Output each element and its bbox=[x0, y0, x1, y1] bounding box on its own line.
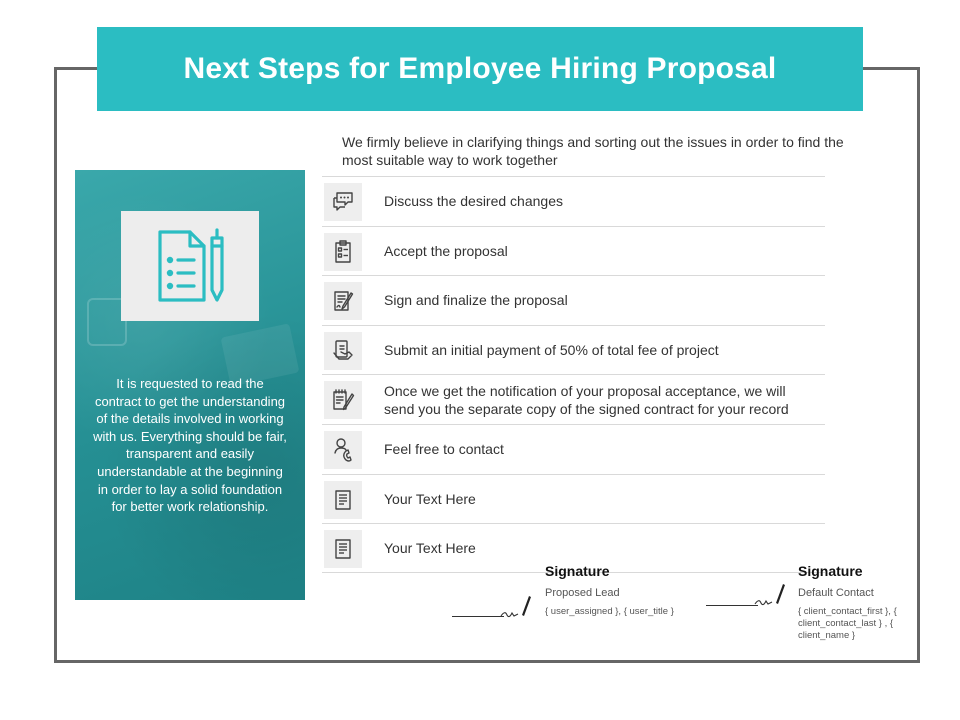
signature-scribble-icon bbox=[754, 580, 788, 608]
document-card bbox=[121, 211, 259, 321]
signature-role: Proposed Lead bbox=[545, 587, 620, 599]
signature-title: Signature bbox=[545, 563, 610, 579]
step-label: Submit an initial payment of 50% of total fee of project bbox=[384, 342, 719, 359]
notepad-pencil-icon bbox=[331, 388, 355, 412]
signature-fields: { user_assigned }, { user_title } bbox=[545, 606, 674, 617]
step-label: Once we get the notification of your proposal acceptance, we will send you the separate copy of the signed contract for your record bbox=[384, 382, 789, 417]
intro-text: We firmly believe in clarifying things and sorting out the issues in order to find the most suitable way to work together bbox=[342, 134, 844, 168]
step-label: Your Text Here bbox=[384, 539, 476, 556]
left-image-panel bbox=[75, 170, 305, 600]
text-document-icon bbox=[333, 538, 353, 560]
step-icon-box bbox=[324, 381, 362, 419]
step-item bbox=[322, 474, 825, 524]
signature-block-lead bbox=[452, 558, 702, 638]
step-label: Feel free to contact bbox=[384, 441, 504, 458]
document-pen-icon bbox=[152, 226, 228, 306]
step-label: Discuss the desired changes bbox=[384, 193, 563, 210]
step-label: Sign and finalize the proposal bbox=[384, 292, 568, 309]
step-icon-box bbox=[324, 183, 362, 221]
step-item bbox=[322, 226, 825, 276]
step-icon-box bbox=[324, 233, 362, 271]
step-item bbox=[322, 325, 825, 375]
title-banner bbox=[97, 27, 863, 111]
chat-bubbles-icon bbox=[331, 191, 355, 213]
step-item bbox=[322, 424, 825, 474]
step-icon-box bbox=[324, 332, 362, 370]
signature-title: Signature bbox=[798, 563, 863, 579]
signature-block-contact bbox=[706, 558, 916, 648]
step-label: Accept the proposal bbox=[384, 242, 508, 259]
contact-person-icon bbox=[332, 437, 354, 463]
step-item bbox=[322, 176, 825, 226]
text-document-icon bbox=[333, 489, 353, 511]
sign-document-icon bbox=[331, 289, 355, 313]
signature-fields: { client_contact_first }, { client_contact_last } , { client_name } bbox=[798, 606, 897, 641]
hand-payment-icon bbox=[332, 339, 354, 363]
steps-list bbox=[322, 176, 825, 573]
step-label: Your Text Here bbox=[384, 490, 476, 507]
step-icon-box bbox=[324, 282, 362, 320]
step-item bbox=[322, 275, 825, 325]
signature-line bbox=[452, 616, 504, 617]
clipboard-checklist-icon bbox=[332, 240, 354, 264]
step-item bbox=[322, 374, 825, 424]
signature-role: Default Contact bbox=[798, 587, 874, 599]
signature-scribble-icon bbox=[500, 592, 534, 620]
step-icon-box bbox=[324, 481, 362, 519]
panel-description: It is requested to read the contract to get the understanding of the details involved in working with us. Everything should be fair, transparent and easily understandable at the beginning in order to lay a solid foundation for better work relationship. bbox=[93, 376, 287, 515]
signature-line bbox=[706, 605, 758, 606]
step-icon-box bbox=[324, 431, 362, 469]
page-title: Next Steps for Employee Hiring Proposal bbox=[183, 52, 777, 85]
step-icon-box bbox=[324, 530, 362, 568]
